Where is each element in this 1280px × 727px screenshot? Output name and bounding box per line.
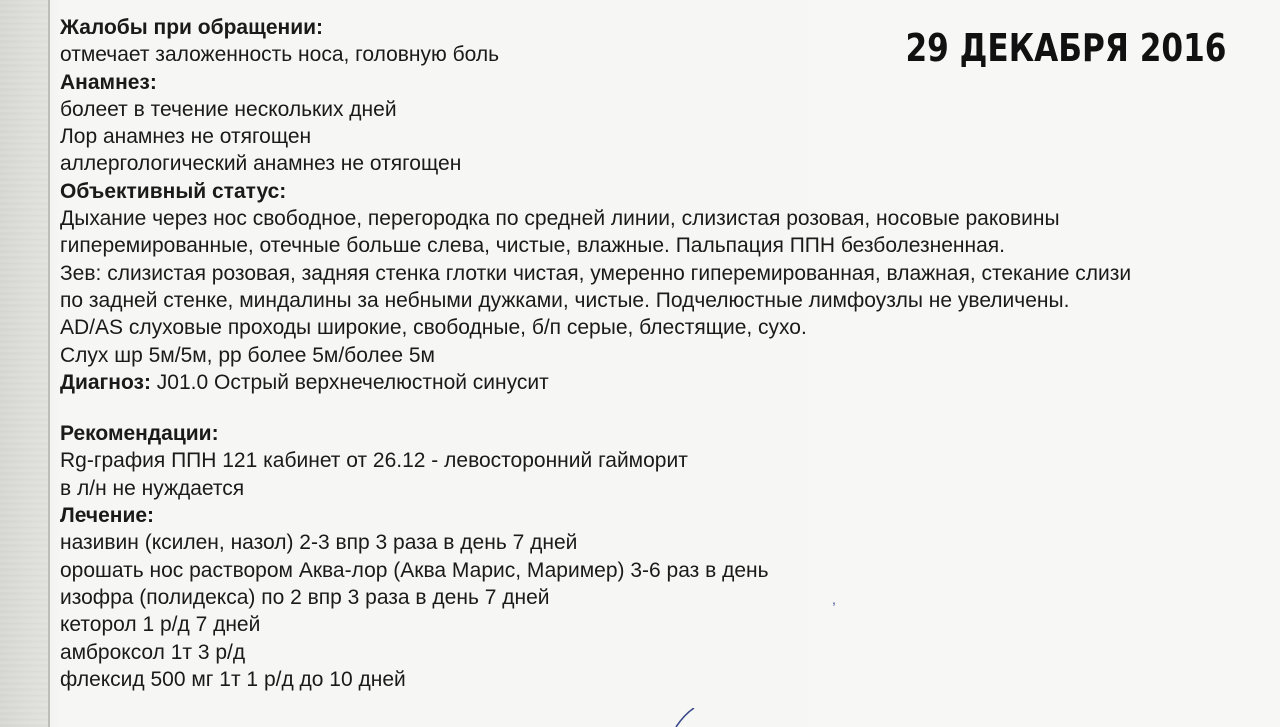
treatment-line: називин (ксилен, назол) 2-3 впр 3 раза в день 7 дней [60,531,578,555]
recommendations-heading: Рекомендации: [60,422,219,446]
diagnosis-line [60,369,1240,396]
treatment-line: изофра (полидекса) по 2 впр 3 раза в день 7 дней [60,585,550,609]
section-gap [60,396,1240,420]
anamnesis-line: болеет в течение нескольких дней [60,97,397,121]
ink-dot: , [832,591,836,607]
objective-line: AD/AS слуховые проходы широкие, свободные, б/п серые, блестящие, сухо. [60,316,807,340]
objective-heading: Объективный статус: [60,179,287,203]
pen-stroke [672,708,702,727]
anamnesis-line: аллергологический анамнез не отягощен [60,152,462,176]
treatment-line: кеторол 1 р/д 7 дней [60,613,261,637]
objective-line: Дыхание через нос свободное, перегородка по средней линии, слизистая розовая, носовые раковины [60,207,1060,231]
complaints-line: отмечает заложенность носа, головную боль [60,43,500,67]
medical-record [60,14,1240,693]
objective-line: по задней стенке, миндалины за небными дужками, чистые. Подчелюстные лимфоузлы не увеличены. [60,288,1070,312]
diagnosis-text: J01.0 Острый верхнечелюстной синусит [150,370,549,394]
recommendation-line: в л/н не нуждается [60,476,245,500]
treatment-line: амброксол 1т 3 р/д [60,640,246,664]
recommendation-line: Rg-графия ППН 121 кабинет от 26.12 - левосторонний гайморит [60,449,688,473]
treatment-line: флексид 500 мг 1т 1 р/д до 10 дней [60,667,406,691]
objective-line: гиперемированные, отечные больше слева, чистые, влажные. Пальпация ППН безболезненная. [60,234,1005,258]
objective-line: Зев: слизистая розовая, задняя стенка глотки чистая, умеренно гиперемированная, влажная, стекание слизи [60,261,1132,285]
treatment-line: орошать нос раствором Аква-лор (Аква Марис, Маример) 3-6 раз в день [60,558,769,582]
anamnesis-line: Лор анамнез не отягощен [60,125,312,149]
diagnosis-label: Диагноз: [60,370,151,394]
binding-line [48,0,50,727]
date-stamp: 29 ДЕКАБРЯ 2016 [905,26,1226,70]
binding-edge [0,0,48,727]
anamnesis-heading: Анамнез: [60,70,157,94]
treatment-heading: Лечение: [60,504,155,528]
complaints-heading: Жалобы при обращении: [60,16,324,39]
objective-line: Слух шр 5м/5м, рр более 5м/более 5м [60,343,435,367]
